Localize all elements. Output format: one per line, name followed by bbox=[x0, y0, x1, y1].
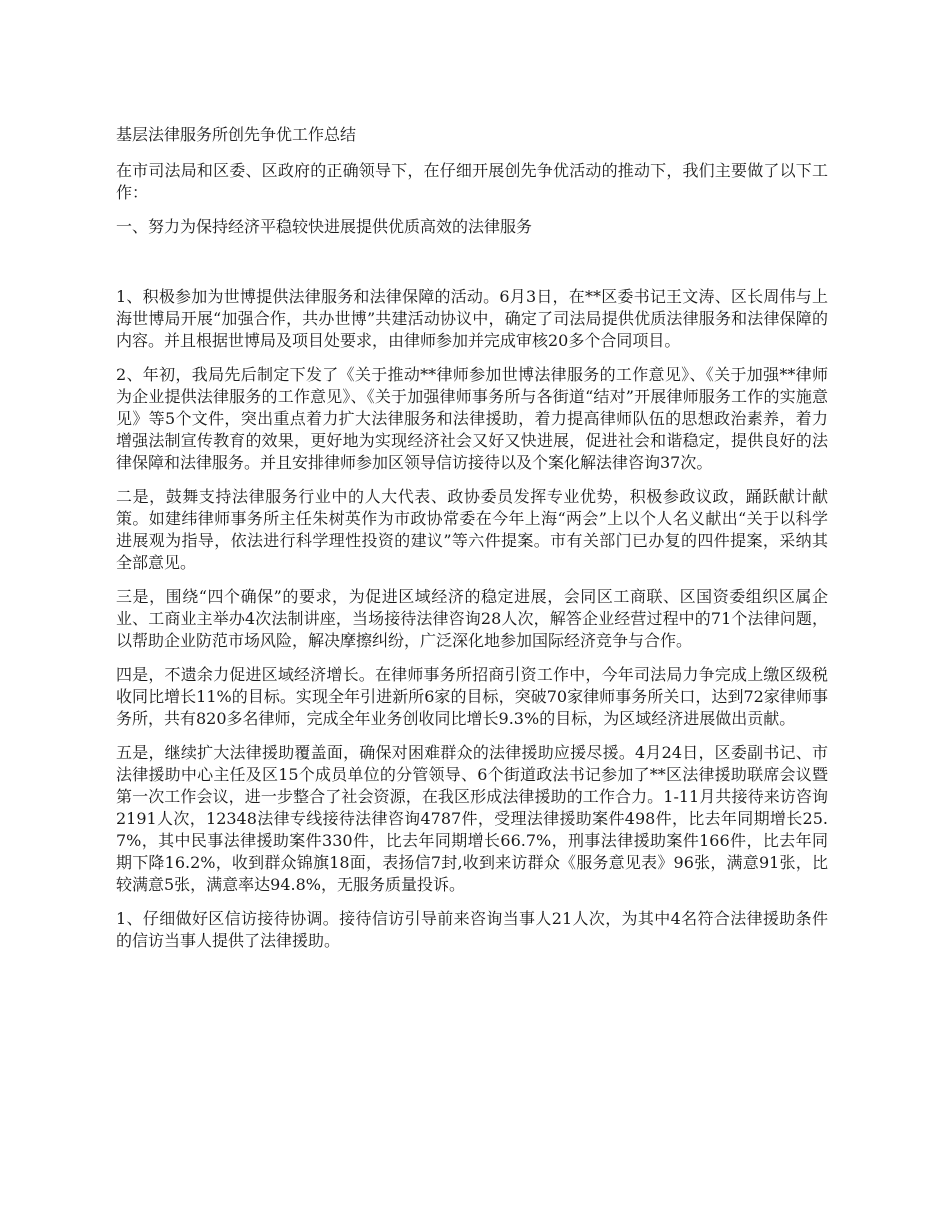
body-paragraph-6: 五是，继续扩大法律援助覆盖面，确保对困难群众的法律援助应援尽援。4月24日，区委副书记、市法律援助中心主任及区15个成员单位的分管领导、6个街道政法书记参加了**区法律援助联席会议暨第一次工作会议，进一步整合了社会资源，在我区形成法律援助的工作合力。1-11月共接待来访咨询2191人次，12348法律专线接待法律咨询4787件，受理法律援助案件498件，比去年同期增长25.7%，其中民事法律援助案件330件，比去年同期增长66.7%，刑事法律援助案件166件，比去年同期下降16.2%，收到群众锦旗18面，表扬信7封,收到来访群众《服务意见表》96张，满意91张，比较满意5张，满意率达94.8%，无服务质量投诉。 bbox=[116, 743, 828, 894]
body-paragraph-2: 2、年初，我局先后制定下发了《关于推动**律师参加世博法律服务的工作意见》、《关于加强**律师为企业提供法律服务的工作意见》、《关于加强律师事务所与各街道“结对”开展律师服务工作的实施意见》等5个文件，突出重点着力扩大法律服务和法律援助，着力提高律师队伍的思想政治素养，着力增强法制宣传教育的效果，更好地为实现经济社会又好又快进展，促进社会和谐稳定，提供良好的法律保障和法律服务。并且安排律师参加区领导信访接待以及个案化解法律咨询37次。 bbox=[116, 365, 828, 472]
intro-paragraph: 在市司法局和区委、区政府的正确领导下，在仔细开展创先争优活动的推动下，我们主要做了以下工作： bbox=[116, 161, 828, 202]
document-title: 基层法律服务所创先争优工作总结 bbox=[116, 125, 357, 144]
body-paragraph-4: 三是，围绕“四个确保”的要求，为促进区域经济的稳定进展，会同区工商联、区国资委组织区属企业、工商业主举办4次法制讲座，当场接待法律咨询28人次，解答企业经营过程中的71个法律问题，以帮助企业防范市场风险，解决摩擦纠纷，广泛深化地参加国际经济竞争与合作。 bbox=[116, 587, 828, 650]
document-page bbox=[116, 124, 828, 964]
body-paragraph-1: 1、积极参加为世博提供法律服务和法律保障的活动。6月3日，在**区委书记王文涛、区长周伟与上海世博局开展“加强合作，共办世博”共建活动协议中，确定了司法局提供优质法律服务和法律保障的内容。并且根据世博局及项目处要求，由律师参加并完成审核20多个合同项目。 bbox=[116, 287, 828, 350]
body-paragraph-7: 1、仔细做好区信访接待协调。接待信访引导前来咨询当事人21人次，为其中4名符合法律援助条件的信访当事人提供了法律援助。 bbox=[116, 909, 828, 950]
body-paragraph-5: 四是，不遗余力促进区域经济增长。在律师事务所招商引资工作中，今年司法局力争完成上缴区级税收同比增长11%的目标。实现全年引进新所6家的目标，突破70家律师事务所关口，达到72家律师事务所，共有820多名律师，完成全年业务创收同比增长9.3%的目标，为区域经济进展做出贡献。 bbox=[116, 665, 828, 728]
body-paragraph-3: 二是，鼓舞支持法律服务行业中的人大代表、政协委员发挥专业优势，积极参政议政，踊跃献计献策。如建纬律师事务所主任朱树英作为市政协常委在今年上海“两会”上以个人名义献出“关于以科学进展观为指导，依法进行科学理性投资的建议”等六件提案。市有关部门已办复的四件提案，采纳其全部意见。 bbox=[116, 487, 828, 572]
section-spacer bbox=[116, 250, 828, 286]
section-heading: 一、努力为保持经济平稳较快进展提供优质高效的法律服务 bbox=[116, 217, 533, 236]
